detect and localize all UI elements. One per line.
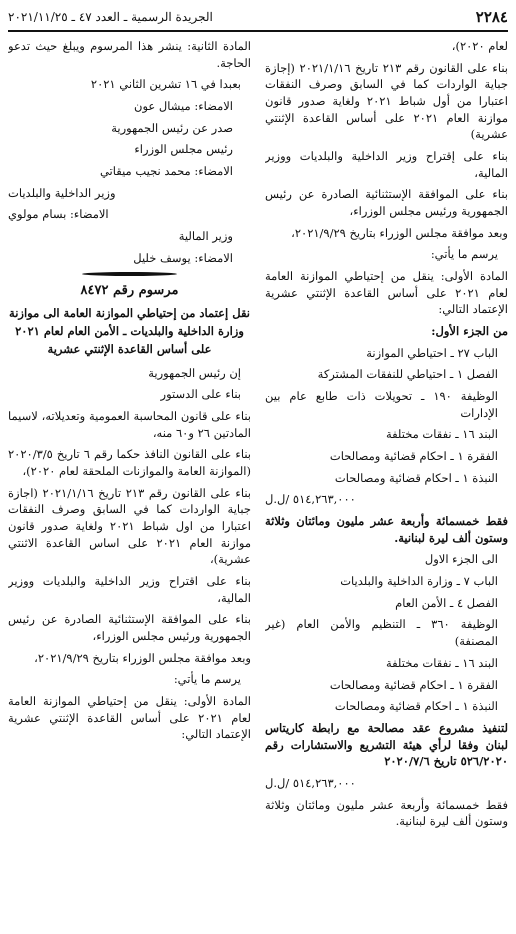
paragraph: يرسم ما يأتي:	[173, 672, 241, 687]
paragraph: لتنفيذ مشروع عقد مصالحة مع رابطة كاريتاس لبنان وفقا لرأي هيئة التشريع والاستشارات رقم ٥٢٦/٢٠٢٠ تاريخ ٢٠٢٠/٧/٦	[265, 720, 508, 769]
left-column-top	[8, 38, 251, 266]
left-column	[8, 38, 251, 926]
paragraph: المادة الأولى: ينقل من إحتياطي الموازنة العامة لعام ٢٠٢١ على أساس القاعدة الإثنتي عشرية الإعتماد التالي:	[265, 269, 508, 317]
paragraph: وزير المالية	[178, 229, 233, 244]
paragraph: من الجزء الأول:	[431, 324, 508, 339]
paragraph: الامضاء: بسام مولوي	[8, 207, 109, 222]
paragraph: فقط خمسمائة وأربعة عشر مليون ومائتان وثلاثة وستون ألف ليرة لبنانية.	[265, 797, 508, 829]
paragraph: الوظيفة ١٩٠ ـ تحويلات ذات طابع عام بين الإدارات	[265, 389, 498, 420]
section-divider	[82, 272, 177, 276]
paragraph: النبذة ١ ـ احكام قضائية ومصالحات	[334, 699, 498, 714]
paragraph: يرسم ما يأتي:	[430, 247, 498, 262]
paragraph: بناء على اقتراح وزير الداخلية والبلديات ووزير المالية،	[8, 574, 251, 605]
paragraph: الفقرة ١ ـ احكام قضائية ومصالحات	[329, 449, 498, 464]
paragraph: وبعد موافقة مجلس الوزراء بتاريخ ٢٠٢١/٩/٢٩،	[34, 650, 251, 665]
paragraph: الفصل ٤ ـ الأمن العام	[395, 595, 498, 610]
paragraph: الامضاء: محمد نجيب ميقاتي	[99, 164, 233, 179]
paragraph: الى الجزء الاول	[424, 552, 498, 567]
paragraph: لعام ٢٠٢٠)،	[451, 39, 508, 53]
paragraph: الامضاء: يوسف خليل	[133, 250, 233, 265]
paragraph: بناء على الدستور	[160, 387, 241, 402]
paragraph: إن رئيس الجمهورية	[148, 365, 241, 380]
decree-number: مرسوم رقم ٨٤٧٢	[80, 283, 179, 299]
paragraph: الوظيفة ٣٦٠ ـ التنظيم والأمن العام (غير المصنفة)	[265, 617, 498, 649]
left-column-body	[8, 365, 251, 743]
paragraph: بناء على القانون رقم ٢١٣ تاريخ ٢٠٢١/١/١٦ (اجازة جباية الواردات كما في السابق وصرف النفقات اعتبارا من اول شباط ٢٠٢١ ولغاية صدور قانون موازنة العام ٢٠٢١ على اساس القاعدة الاثنتي عشرية)،	[8, 485, 251, 567]
decree-heading: نقل إعتماد من إحتياطي الموازنة العامة الى موازنة وزارة الداخلية والبلديات ـ الأمن العام لعام ٢٠٢١ على أساس القاعدة الإثنتي عشرية	[9, 306, 250, 356]
paragraph: بناء على الموافقة الإستثنائية الصادرة عن رئيس الجمهورية ورئيس مجلس الوزراء،	[265, 187, 508, 219]
paragraph: بناء على القانون رقم ٢١٣ تاريخ ٢٠٢١/١/١٦ (إجازة جباية الواردات كما في السابق وصرف النفقات اعتبارا من أول شباط ٢٠٢١ ولغاية صدور قانون موازنة العام ٢٠٢١ على أساس القاعدة الإثنتي عشرية)	[265, 60, 508, 142]
paragraph: ٥١٤,٢٦٣,٠٠٠ /ل.ل	[265, 775, 356, 790]
paragraph: وزير الداخلية والبلديات	[8, 185, 116, 200]
paragraph: الباب ٢٧ ـ احتياطي الموازنة	[366, 345, 498, 360]
paragraph: البند ١٦ ـ نفقات مختلفة	[385, 655, 498, 670]
right-column	[265, 38, 508, 926]
paragraph: النبذة ١ ـ احكام قضائية ومصالحات	[334, 470, 498, 485]
paragraph: الفقرة ١ ـ احكام قضائية ومصالحات	[329, 677, 498, 692]
paragraph: بناء على قانون المحاسبة العمومية وتعديلاته، لاسيما المادتين ٢٦ و٦٠ منه،	[8, 409, 251, 440]
page-number: ٢٢٨٤	[475, 8, 508, 27]
paragraph: المادة الثانية: ينشر هذا المرسوم ويبلغ حيث تدعو الحاجة.	[8, 39, 251, 70]
paragraph: رئيس مجلس الوزراء	[134, 142, 233, 157]
paragraph: بناء على الموافقة الإستثنائية الصادرة عن رئيس الجمهورية ورئيس مجلس الوزراء،	[8, 612, 251, 644]
paragraph: الامضاء: ميشال عون	[134, 99, 233, 114]
paragraph: بناء على إقتراح وزير الداخلية والبلديات ووزير المالية،	[265, 149, 508, 180]
paragraph: بناء على القانون النافذ حكما رقم ٦ تاريخ ٢٠٢٠/٣/٥ (الموازنة العامة والموازنات الملحقة لعام ٢٠٢٠)،	[8, 447, 251, 479]
paragraph: المادة الأولى: ينقل من إحتياطي الموازنة العامة لعام ٢٠٢١ على أساس القاعدة الإثنتي عشرية الإعتماد التالي:	[8, 694, 251, 742]
paragraph: وبعد موافقة مجلس الوزراء بتاريخ ٢٠٢١/٩/٢٩،	[291, 225, 508, 240]
page-header	[8, 6, 508, 32]
paragraph: فقط خمسمائة وأربعة عشر مليون ومائتان وثلاثة وستون ألف ليرة لبنانية.	[265, 514, 508, 545]
paragraph: الفصل ١ ـ احتياطي للنفقات المشتركة	[317, 367, 498, 382]
paragraph: ٥١٤,٢٦٣,٠٠٠ /ل.ل	[265, 492, 356, 507]
paragraph: البند ١٦ ـ نفقات مختلفة	[385, 427, 498, 442]
gazette-title: الجريدة الرسمية ـ العدد ٤٧ ـ ٢٠٢١/١١/٢٥	[8, 10, 213, 25]
paragraph: صدر عن رئيس الجمهورية	[111, 120, 233, 135]
paragraph: الباب ٧ ـ وزارة الداخلية والبلديات	[340, 574, 498, 589]
paragraph: بعبدا في ١٦ تشرين الثاني ٢٠٢١	[90, 77, 241, 92]
